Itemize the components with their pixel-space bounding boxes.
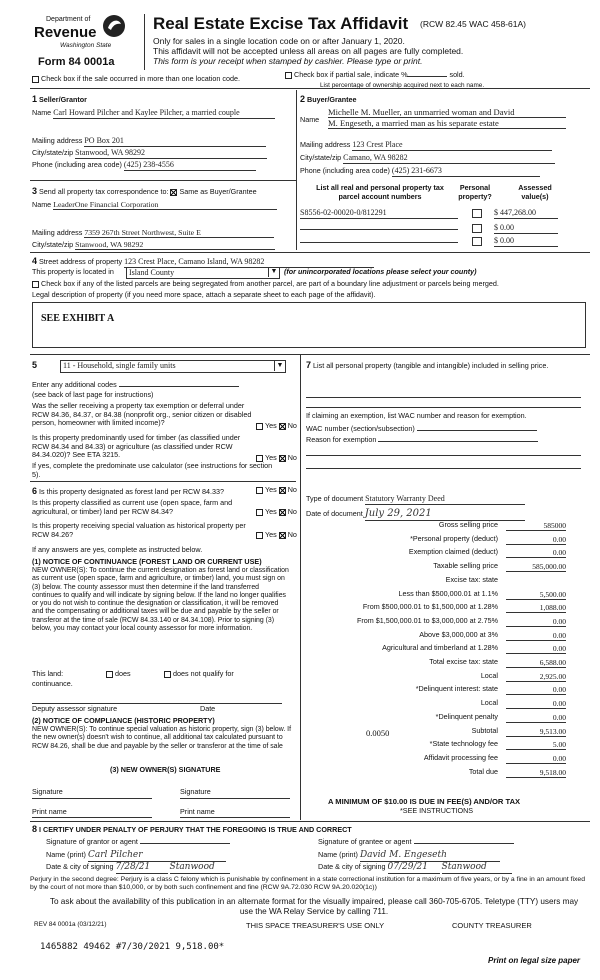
calc-value[interactable]: 0.00 — [506, 548, 566, 558]
calc-row[interactable] — [306, 672, 566, 683]
form-number: Form 84 0001a — [38, 56, 115, 68]
calc-row[interactable] — [306, 644, 566, 655]
local-rate[interactable]: 0.0050 — [366, 728, 390, 738]
calc-value[interactable]: 6,588.00 — [506, 658, 566, 668]
owner-print-2[interactable]: Print name — [180, 807, 215, 816]
calc-label: From $500,000.01 to $1,500,000 at 1.28% — [362, 602, 498, 612]
partial-sale-check[interactable]: Check box if partial sale, indicate % sold. — [285, 71, 465, 80]
instruction-line-2: This affidavit will not be accepted unless all areas on all pages are fully completed. — [153, 46, 464, 56]
land-does-not-check[interactable]: does not qualify for — [164, 670, 234, 679]
calc-value[interactable]: 0.00 — [506, 644, 566, 654]
seller-phone-field[interactable]: Phone (including area code) (425) 238-4556 — [32, 160, 282, 171]
grantor-name-field[interactable]: Name (print) Carl Pilcher — [46, 850, 226, 862]
timber-yes-no[interactable]: Yes No — [256, 454, 297, 463]
calc-row[interactable] — [306, 521, 566, 532]
state-label: Washington State — [60, 42, 112, 49]
calc-row[interactable] — [306, 603, 566, 614]
calc-label: Excise tax: state — [445, 574, 498, 584]
multi-location-check[interactable]: Check box if the sale occurred in more than one location code. — [32, 75, 240, 84]
calc-label: *Delinquent penalty — [435, 711, 498, 721]
calc-row[interactable] — [306, 548, 566, 559]
continuance-heading: (1) NOTICE OF CONTINUANCE (FOREST LAND OR CURRENT USE) — [32, 557, 262, 566]
parcel-row[interactable]: $ 0.00 — [300, 234, 570, 247]
continuance-text: NEW OWNER(S): To continue the current designation as forest land or classification as current use (open space, farm and agriculture, or timber) land, you must sign on (3) below. The county assessor must then determine if the land transferred continues to qualify and will indicate by signing below. If the land no longer qualifies or you do not wish to continue the designation or classification, it will be removed and the compensating or additional taxes will be due and payable by the seller or transferor at the time of sale (RCW 84.33.140 or 84.34.108). Prior to signing (3) below, you may contact your local county assessor for more information. — [32, 567, 289, 632]
calc-row[interactable] — [306, 631, 566, 642]
calc-row[interactable] — [306, 685, 566, 696]
calc-value[interactable]: 9,513.00 — [506, 727, 566, 737]
county-treasurer: COUNTY TREASURER — [452, 921, 532, 930]
calc-label: Exemption claimed (deduct) — [408, 547, 498, 557]
calc-row[interactable] — [306, 562, 566, 573]
calc-row[interactable] — [306, 617, 566, 628]
deputy-date[interactable]: Date — [200, 704, 216, 713]
calc-label: *Personal property (deduct) — [410, 533, 498, 543]
certify-statement: I CERTIFY UNDER PENALTY OF PERJURY THAT THE FOREGOING IS TRUE AND CORRECT — [39, 825, 352, 834]
calc-label: Taxable selling price — [433, 561, 498, 571]
calc-label: Total excise tax: state — [429, 657, 498, 666]
see-back: (see back of last page for instructions) — [32, 390, 154, 399]
land-label: This land: — [32, 669, 64, 678]
legal-description-box[interactable]: SEE EXHIBIT A — [32, 302, 586, 348]
parcel-row[interactable]: S8556-02-00020-0/812291 $ 447,268.00 — [300, 208, 570, 219]
legal-paper-note: Print on legal size paper — [488, 956, 581, 965]
buyer-mail-field[interactable]: Mailing address 123 Crest Place — [300, 140, 570, 151]
seller-heading: Seller/Grantor — [39, 95, 87, 104]
calc-value[interactable]: 0.00 — [506, 754, 566, 764]
calc-label: Local — [480, 670, 498, 680]
calc-value[interactable]: 5,500.00 — [506, 590, 566, 600]
calc-value[interactable]: 0.00 — [506, 713, 566, 723]
sec3-text: Send all property tax correspondence to: — [39, 187, 169, 196]
historic-question: Is this property receiving special valuation as historical property per RCW 84.26? — [32, 521, 246, 539]
alternate-format-note: To ask about the availability of this publication in an alternate format for the visually impaired, please call 360-705-6705. Teletype (TTY) users may use the WA Relay Service by calling 711. — [49, 897, 579, 916]
historic-yes-no[interactable]: Yes No — [256, 531, 297, 540]
same-as-buyer-check[interactable]: Same as Buyer/Grantee — [170, 187, 256, 196]
calc-row[interactable] — [306, 713, 566, 724]
calc-value[interactable]: 0.00 — [506, 631, 566, 641]
assessed-header: Assessed value(s) — [518, 183, 552, 201]
revenue-wordmark: Revenue — [34, 24, 97, 41]
calc-value[interactable]: 0.00 — [506, 699, 566, 709]
calc-value[interactable]: 0.00 — [506, 685, 566, 695]
continuance-word: continuance. — [32, 679, 73, 688]
grantor-date-field[interactable]: Date & city of signing 7/28/21 Stanwood — [46, 862, 230, 874]
exemption-question: Was the seller receiving a property tax exemption or deferral under RCW 84.36, 84.37, or 84.38 (nonprofit org., senior citizen or disabled person, homeowner with limited income)? — [32, 401, 252, 428]
grantor-signature[interactable]: Signature of grantor or agent — [46, 838, 230, 847]
sec3-name-field[interactable]: Name LeaderOne Financial Corporation — [32, 200, 287, 210]
buyer-name-label: Name — [300, 115, 320, 124]
grantee-signature[interactable]: Signature of grantee or agent — [318, 838, 514, 847]
personal-header: Personal property? — [458, 183, 492, 201]
buyer-phone-field[interactable]: Phone (including area code) (425) 231-6673 — [300, 166, 570, 177]
owner-signature-1[interactable]: Signature — [32, 787, 63, 796]
current-use-question: Is this property classified as current use (open space, farm and agricultural, or timber) land per RCW 84.34? — [32, 498, 233, 516]
calc-label: Less than $500,000.01 at 1.1% — [398, 588, 498, 598]
calc-label: Agricultural and timberland at 1.28% — [382, 643, 498, 653]
current-use-yes-no[interactable]: Yes No — [256, 508, 297, 517]
dept-label: Department of — [46, 16, 91, 23]
sec3-mail-field[interactable]: Mailing address 7359 267th Street Northwest, Suite E — [32, 228, 287, 238]
sec3-city-field[interactable]: City/state/zip Stanwood, WA 98292 — [32, 240, 287, 250]
calc-label: Total due — [468, 766, 498, 776]
buyer-heading: Buyer/Grantee — [307, 95, 357, 104]
chevron-down-icon: ▼ — [268, 267, 279, 277]
grantee-date-field[interactable]: Date & city of signing 07/29/21 Stanwood — [318, 862, 512, 874]
buyer-name-line-2[interactable]: M. Engeseth, a married man as his separate estate — [328, 118, 566, 129]
calc-label: From $1,500,000.01 to $3,000,000 at 2.75% — [356, 615, 498, 625]
calc-row[interactable] — [306, 754, 566, 765]
calc-row[interactable] — [306, 658, 566, 669]
exemption-wac-label: If claiming an exemption, list WAC number and reason for exemption. — [306, 411, 527, 420]
parcel-row[interactable]: $ 0.00 — [300, 221, 570, 234]
predominate-note: If yes, complete the predominate use calculator (see instructions for section 5). — [32, 461, 273, 479]
see-instructions: *SEE INSTRUCTIONS — [400, 806, 474, 815]
calc-row[interactable] — [306, 699, 566, 710]
calc-value[interactable]: 5.00 — [506, 740, 566, 750]
calc-label: *Delinquent interest: state — [415, 684, 498, 694]
buyer-name-line-1[interactable]: Michelle M. Mueller, an unmarried woman and David — [328, 107, 566, 118]
segregated-check[interactable]: Check box if any of the listed parcels are being segregated from another parcel, are part of a boundary line adjustment or parcels being merged. — [32, 280, 592, 289]
forest-question: Is this property designated as forest land per RCW 84.33? — [39, 487, 224, 496]
calc-label: Affidavit processing fee — [423, 752, 498, 762]
doc-type-field[interactable]: Type of document Statutory Warranty Deed — [306, 494, 525, 505]
unincorp-note: (for unincorporated locations please select your county) — [284, 267, 477, 276]
calc-label: Local — [480, 698, 498, 708]
legal-description-label: Legal description of property (if you need more space, attach a separate sheet to each page of the affidavit). — [32, 290, 376, 299]
calc-row[interactable] — [306, 535, 566, 546]
reason-field[interactable]: Reason for exemption — [306, 436, 538, 445]
calc-row[interactable] — [306, 727, 566, 738]
calc-row[interactable] — [306, 590, 566, 601]
wa-logo-icon — [102, 14, 126, 38]
owner-signature-2[interactable]: Signature — [180, 787, 211, 796]
calc-row[interactable] — [306, 740, 566, 751]
treasurer-stamp: 1465882 49462 #7/30/2021 9,518.00* — [40, 942, 225, 952]
calc-label: *State technology fee — [429, 739, 498, 749]
perjury-text: Perjury in the second degree: Perjury is a class C felony which is punishable by confinement in a state correctional institution for a maximum of five years, or by a fine in an amount fixed by the court of not more than $10,000, or by both such confinement and fine (RCW 9A.72.030 RCW 9A.20.020(1c)) — [30, 876, 585, 892]
calc-row[interactable] — [306, 768, 566, 779]
grantee-name-field[interactable]: Name (print) David M. Engeseth — [318, 850, 500, 862]
form-rcw: (RCW 82.45 WAC 458-61A) — [420, 19, 526, 29]
timber-question: Is this property predominantly used for timber (as classified under RCW 84.34 and 84.33) or agriculture (as classified under RCW 84.34.020)? See ETA 3215. — [32, 433, 241, 460]
calc-value[interactable]: 0.00 — [506, 617, 566, 627]
calc-label: Gross selling price — [438, 520, 498, 529]
wac-field[interactable]: WAC number (section/subsection) — [306, 425, 537, 434]
calc-value[interactable]: 0.00 — [506, 535, 566, 545]
instruction-line-3: This form is your receipt when stamped by cashier. Please type or print. — [153, 56, 423, 66]
ownership-note: List percentage of ownership acquired next to each name. — [320, 82, 485, 89]
calc-value[interactable]: 2,925.00 — [506, 672, 566, 682]
calc-row — [306, 576, 566, 587]
calc-value[interactable]: 585,000.00 — [506, 562, 566, 572]
street-field[interactable]: 4 Street address of property 123 Crest Place, Camano Island, WA 98282 — [32, 256, 572, 268]
calc-value[interactable]: 9,518.00 — [506, 768, 566, 778]
county-select[interactable]: Island County ▼ — [126, 267, 280, 279]
land-use-select[interactable]: 11 - Household, single family units ▼ — [60, 360, 286, 373]
land-does-check[interactable]: does — [106, 670, 131, 679]
calc-label: Subtotal — [471, 725, 498, 735]
exemption-yes-no[interactable]: Yes No — [256, 422, 297, 431]
owner-print-1[interactable]: Print name — [32, 807, 67, 816]
new-owner-heading: (3) NEW OWNER(S) SIGNATURE — [110, 765, 221, 774]
sec7-text: List all personal property (tangible and intangible) included in selling price. — [313, 361, 549, 370]
forest-yes-no[interactable]: Yes No — [256, 486, 297, 495]
seller-name-field[interactable]: Name Carl Howard Pilcher and Kaylee Pilcher, a married couple — [32, 108, 282, 119]
treasurer-use: THIS SPACE TREASURER'S USE ONLY — [246, 921, 385, 930]
instruction-line-1: Only for sales in a single location code on or after January 1, 2020. — [153, 36, 405, 46]
seller-mail-field[interactable]: Mailing address PO Box 201 — [32, 136, 282, 147]
chevron-down-icon: ▼ — [274, 361, 285, 371]
additional-codes[interactable]: Enter any additional codes — [32, 381, 239, 390]
form-title: Real Estate Excise Tax Affidavit — [153, 14, 409, 33]
calc-label: Above $3,000,000 at 3% — [419, 629, 498, 639]
compliance-text: NEW OWNER(S): To continue special valuation as historic property, sign (3) below. If the new owner(s) doesn't wish to continue, all additional tax calculated pursuant to RCW 84.26, shall be due and payable by the seller or transferor at the time of sale — [32, 726, 292, 750]
doc-date-field[interactable]: Date of document July 29, 2021 — [306, 508, 525, 521]
parcel-header: List all real and personal property tax parcel account numbers — [316, 183, 444, 201]
revenue-logo — [34, 14, 134, 50]
calc-value[interactable]: 1,088.00 — [506, 603, 566, 613]
buyer-city-field[interactable]: City/state/zip Camano, WA 98282 — [300, 153, 570, 164]
compliance-heading: (2) NOTICE OF COMPLIANCE (HISTORIC PROPERTY) — [32, 716, 215, 725]
revision-number: REV 84 0001a (03/12/21) — [34, 921, 107, 928]
minimum-note: A MINIMUM OF $10.00 IS DUE IN FEE(S) AND/OR TAX — [328, 797, 521, 806]
calc-value[interactable]: 585000 — [506, 521, 566, 531]
tax-calculation — [306, 521, 566, 821]
deputy-signature[interactable]: Deputy assessor signature — [32, 704, 118, 713]
seller-city-field[interactable]: City/state/zip Stanwood, WA 98292 — [32, 148, 282, 159]
answers-note: If any answers are yes, complete as instructed below. — [32, 545, 203, 554]
located-label: This property is located in — [32, 267, 114, 276]
